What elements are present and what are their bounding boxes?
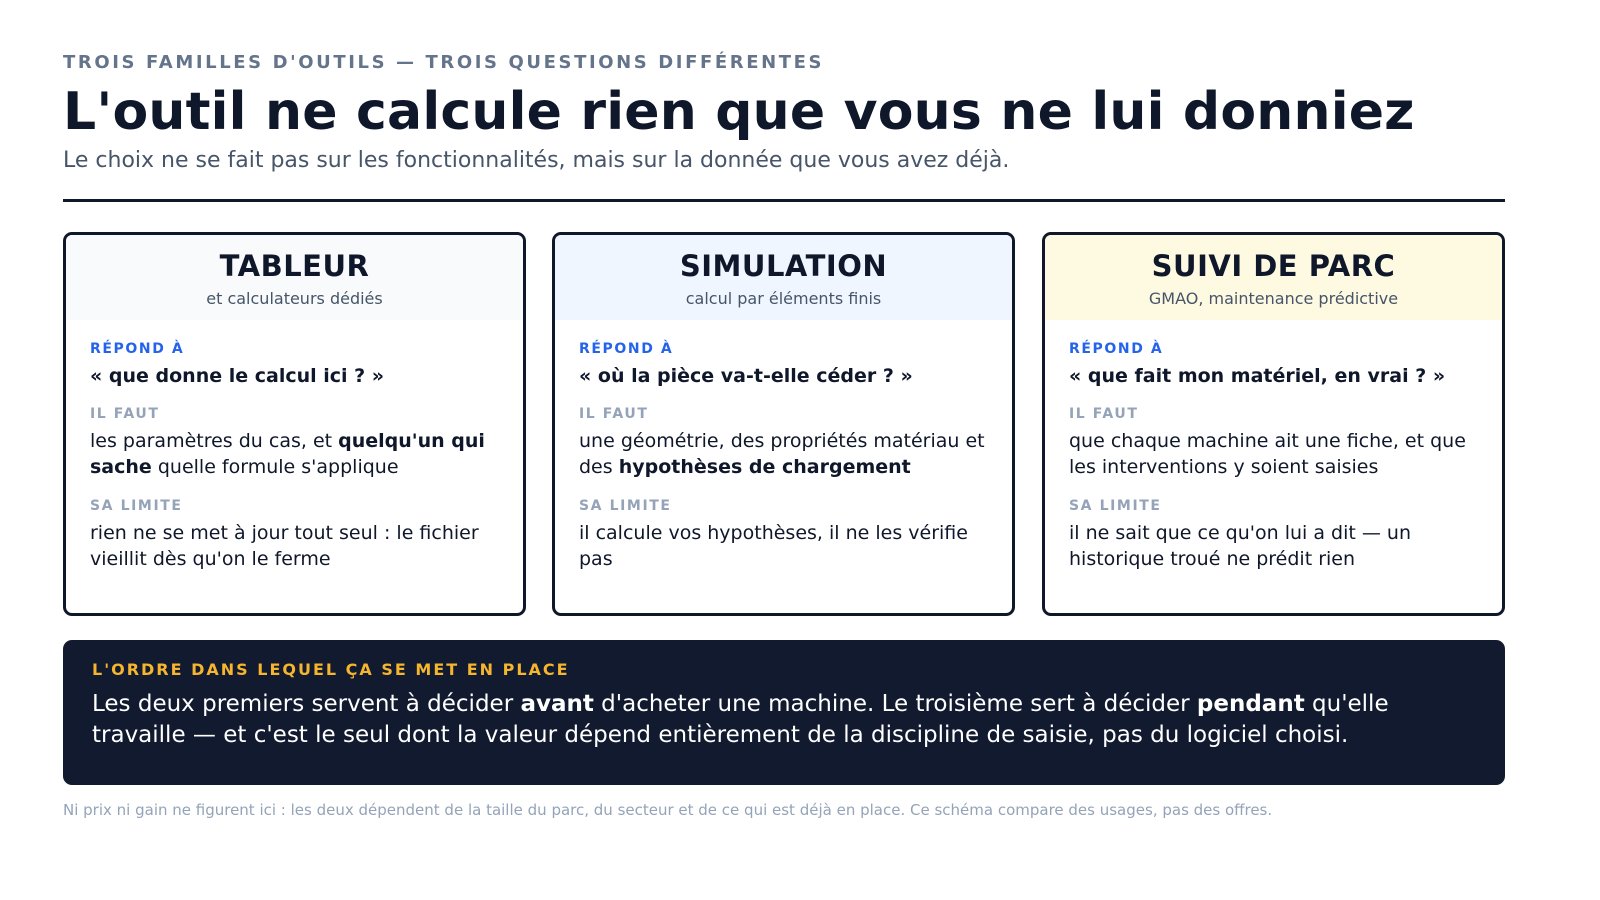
- banner-text-part: Les deux premiers servent à décider: [92, 691, 521, 717]
- card-subtitle: calcul par éléments finis: [685, 289, 882, 308]
- need-text: [579, 428, 988, 480]
- card-question: « où la pièce va-t-elle céder ? »: [579, 365, 913, 387]
- page-title: L'outil ne calcule rien que vous ne lui donniez: [63, 82, 1415, 142]
- eyebrow-label: TROIS FAMILLES D'OUTILS — TROIS QUESTIONS DIFFÉRENTES: [63, 52, 825, 73]
- card-header: [555, 235, 1012, 320]
- answer-label: RÉPOND À: [579, 341, 674, 357]
- banner-text-emphasis: pendant: [1196, 691, 1305, 717]
- card-simulation: [552, 232, 1015, 616]
- need-text-part: que chaque machine ait une fiche, et que les interventions y soient saisies: [1069, 430, 1466, 478]
- need-label: IL FAUT: [1069, 406, 1139, 422]
- banner-text: [92, 689, 1476, 751]
- card-subtitle: GMAO, maintenance prédictive: [1148, 289, 1399, 308]
- page-subtitle: Le choix ne se fait pas sur les fonctionnalités, mais sur la donnée que vous avez déjà.: [63, 148, 1010, 173]
- need-text-emphasis: quelqu'un qui sache: [90, 430, 485, 478]
- card-tableur: [63, 232, 526, 616]
- footnote: Ni prix ni gain ne figurent ici : les deux dépendent de la taille du parc, du secteur et de ce qui est déjà en place. Ce schéma compare des usages, pas des offres.: [63, 801, 1273, 819]
- divider: [63, 199, 1505, 202]
- card-title: SIMULATION: [679, 249, 888, 283]
- card-subtitle: et calculateurs dédiés: [206, 289, 383, 308]
- need-text-emphasis: hypothèses de chargement: [618, 456, 911, 478]
- card-body: [555, 320, 1012, 572]
- limit-text: il calcule vos hypothèses, il ne les vérifie pas: [579, 522, 968, 570]
- need-text-part: les paramètres du cas, et: [90, 430, 339, 452]
- card-header: [66, 235, 523, 320]
- card-body: [1045, 320, 1502, 572]
- need-text: [1069, 428, 1478, 480]
- card-header: [1045, 235, 1502, 320]
- card-question: « que donne le calcul ici ? »: [90, 365, 385, 387]
- need-label: IL FAUT: [90, 406, 160, 422]
- card-question: « que fait mon matériel, en vrai ? »: [1069, 365, 1446, 387]
- card-body: [66, 320, 523, 572]
- need-text-part: quelle formule s'applique: [151, 456, 399, 478]
- card-title: TABLEUR: [219, 249, 370, 283]
- answer-label: RÉPOND À: [1069, 341, 1164, 357]
- banner-label: L'ORDRE DANS LEQUEL ÇA SE MET EN PLACE: [92, 660, 570, 679]
- limit-text: il ne sait que ce qu'on lui a dit — un historique troué ne prédit rien: [1069, 522, 1411, 570]
- limit-text: rien ne se met à jour tout seul : le fichier vieillit dès qu'on le ferme: [90, 522, 479, 570]
- limit-label: SA LIMITE: [1069, 498, 1162, 514]
- banner-text-part: qu'elle travaille — et c'est le seul dont la valeur dépend entièrement de la discipline de saisie, pas du logiciel choisi.: [92, 691, 1389, 748]
- order-banner: [63, 640, 1505, 785]
- need-label: IL FAUT: [579, 406, 649, 422]
- card-suivi-de-parc: [1042, 232, 1505, 616]
- need-text: [90, 428, 499, 480]
- limit-label: SA LIMITE: [90, 498, 183, 514]
- banner-text-emphasis: avant: [520, 691, 594, 717]
- banner-text-part: d'acheter une machine. Le troisième sert à décider: [593, 691, 1197, 717]
- answer-label: RÉPOND À: [90, 341, 185, 357]
- card-title: SUIVI DE PARC: [1151, 249, 1396, 283]
- limit-label: SA LIMITE: [579, 498, 672, 514]
- tool-cards: [63, 232, 1505, 616]
- need-text-part: une géométrie, des propriétés matériau et des: [579, 430, 985, 478]
